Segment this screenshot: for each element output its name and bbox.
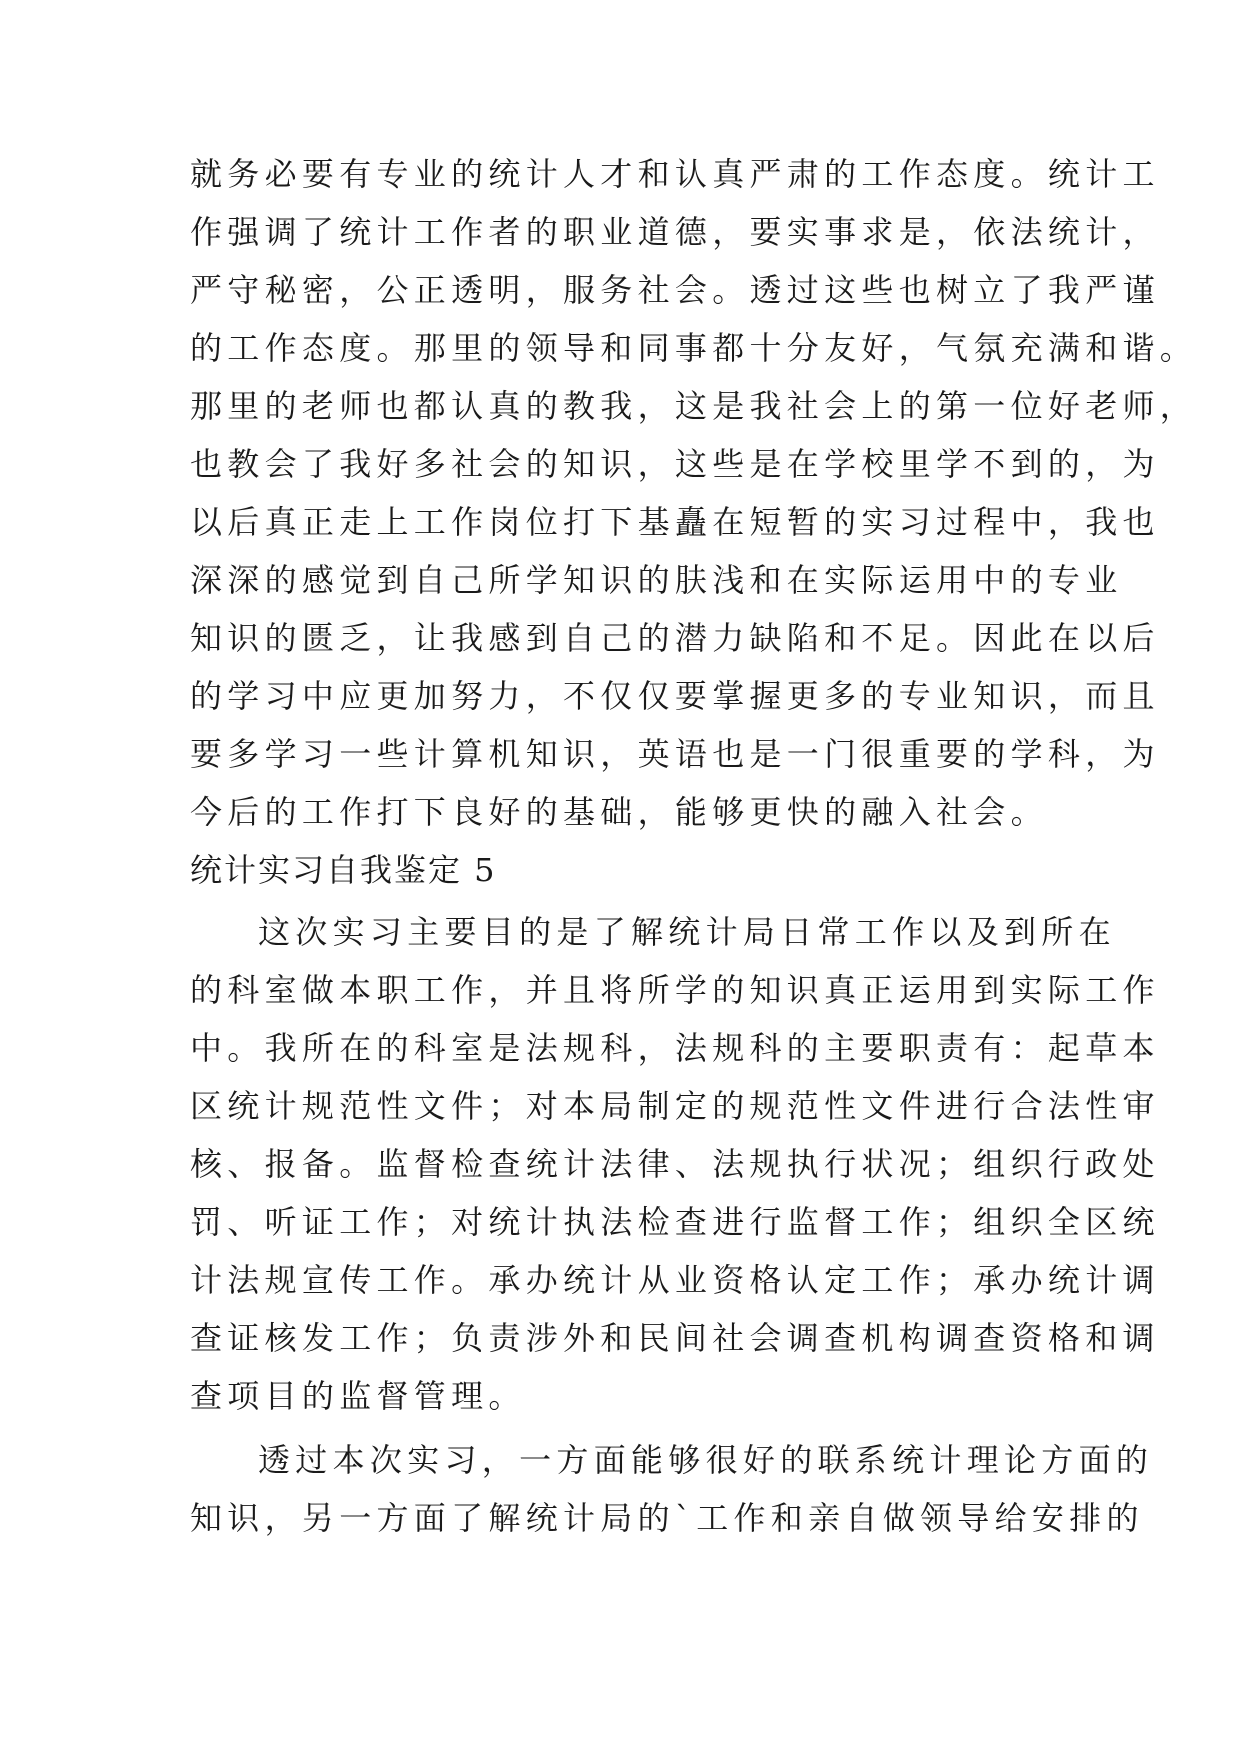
text-line: 查项目的监督管理。	[190, 1377, 526, 1415]
section-title: 统计实习自我鉴定 5	[190, 851, 497, 889]
text-line: 严守秘密，公正透明，服务社会。透过这些也树立了我严谨	[190, 271, 1160, 309]
text-line: 计法规宣传工作。承办统计从业资格认定工作；承办统计调	[190, 1261, 1160, 1299]
text-line: 就务必要有专业的统计人才和认真严肃的工作态度。统计工	[190, 155, 1160, 193]
text-line: 核、报备。监督检查统计法律、法规执行状况；组织行政处	[190, 1145, 1160, 1183]
text-line: 也教会了我好多社会的知识，这些是在学校里学不到的，为	[190, 445, 1160, 483]
text-line: 知识，另一方面了解统计局的`工作和亲自做领导给安排的	[190, 1499, 1144, 1537]
text-line: 的工作态度。那里的领导和同事都十分友好，气氛充满和谐。	[190, 329, 1198, 367]
text-line: 查证核发工作；负责涉外和民间社会调查机构调查资格和调	[190, 1319, 1160, 1357]
text-line: 要多学习一些计算机知识，英语也是一门很重要的学科，为	[190, 735, 1160, 773]
text-line: 那里的老师也都认真的教我，这是我社会上的第一位好老师，	[190, 387, 1198, 425]
text-line: 罚、听证工作；对统计执法检查进行监督工作；组织全区统	[190, 1203, 1160, 1241]
text-line: 以后真正走上工作岗位打下基矗在短暂的实习过程中，我也	[190, 503, 1160, 541]
text-line: 知识的匮乏，让我感到自己的潜力缺陷和不足。因此在以后	[190, 619, 1160, 657]
text-line: 今后的工作打下良好的基础，能够更快的融入社会。	[190, 793, 1048, 831]
text-line: 透过本次实习，一方面能够很好的联系统计理论方面的	[258, 1441, 1154, 1479]
text-line: 的学习中应更加努力，不仅仅要掌握更多的专业知识，而且	[190, 677, 1160, 715]
text-line: 作强调了统计工作者的职业道德，要实事求是，依法统计，	[190, 213, 1160, 251]
text-line: 中。我所在的科室是法规科，法规科的主要职责有：起草本	[190, 1029, 1160, 1067]
text-line: 的科室做本职工作，并且将所学的知识真正运用到实际工作	[190, 971, 1160, 1009]
text-line: 深深的感觉到自己所学知识的肤浅和在实际运用中的专业	[190, 561, 1123, 599]
text-line: 这次实习主要目的是了解统计局日常工作以及到所在	[258, 913, 1116, 951]
text-line: 区统计规范性文件；对本局制定的规范性文件进行合法性审	[190, 1087, 1160, 1125]
